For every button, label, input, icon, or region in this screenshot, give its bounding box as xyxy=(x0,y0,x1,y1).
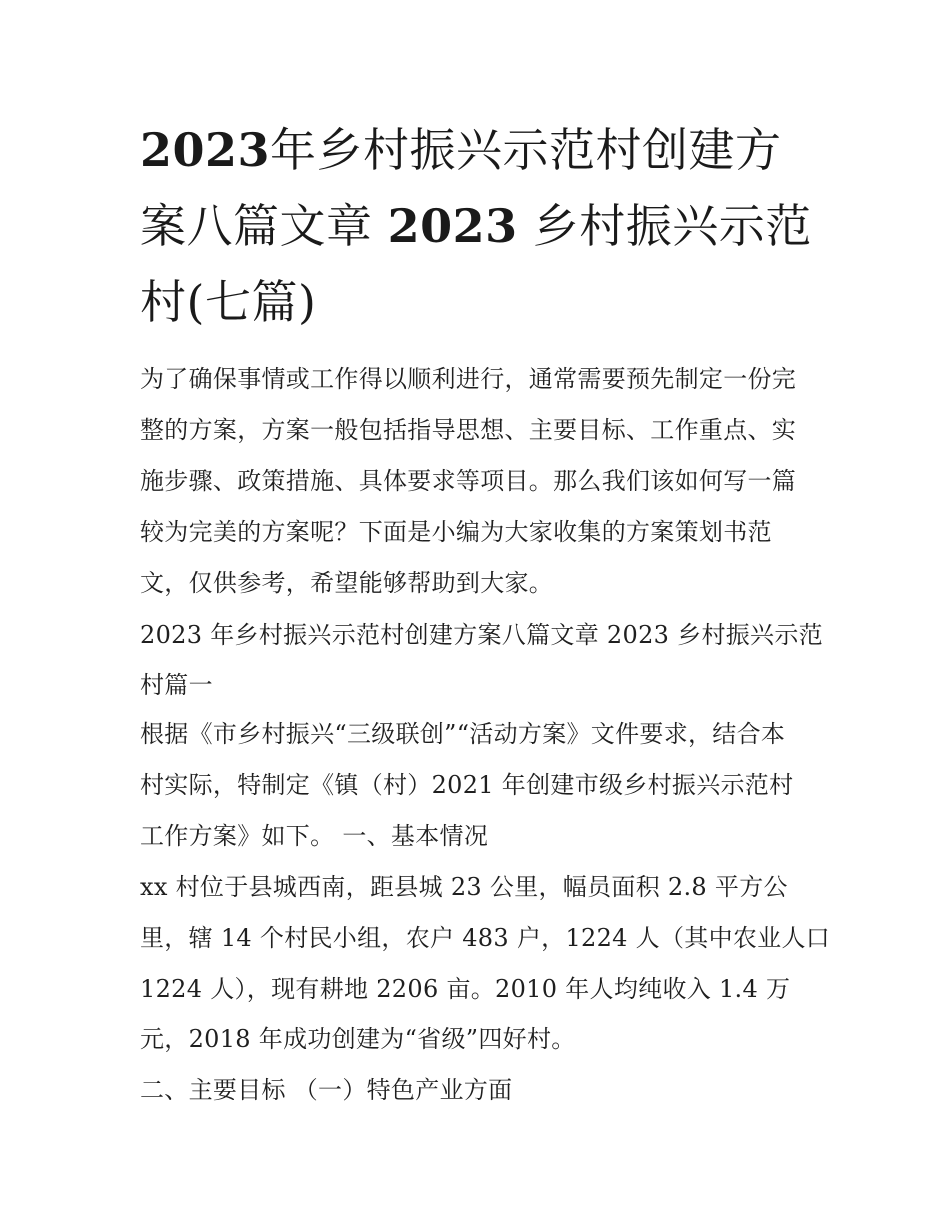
title-text-2: 乡村振兴示范村(七篇) xyxy=(140,199,812,329)
document-title xyxy=(140,112,820,340)
body-line-6: 根据《市乡村振兴“三级联创”“活动方案》文件要求，结合本 xyxy=(140,720,786,748)
body-line-2: 整的方案，方案一般包括指导思想、主要目标、工作重点、实 xyxy=(140,416,797,444)
body-line-7: 村实际，特制定《镇（村）2021 年创建市级乡村振兴示范村 xyxy=(140,771,794,799)
body-line-10: 里，辖 14 个村民小组，农户 483 户，1224 人（其中农业人口 xyxy=(140,924,831,952)
body-line-8: 工作方案》如下。 一、基本情况 xyxy=(140,822,489,850)
body-line-5: 文，仅供参考，希望能够帮助到大家。 xyxy=(140,569,554,597)
title-year-2: 2023 xyxy=(387,199,518,253)
body-line-3: 施步骤、政策措施、具体要求等项目。那么我们该如何写一篇 xyxy=(140,467,797,495)
title-year-1: 2023 xyxy=(140,123,271,177)
body-line-9: xx 村位于县城西南，距县城 23 公里，幅员面积 2.8 平方公 xyxy=(140,873,788,901)
body-line-1: 为了确保事情或工作得以顺利进行，通常需要预先制定一份完 xyxy=(140,365,797,393)
body-line-11: 1224 人），现有耕地 2206 亩。2010 年人均纯收入 1.4 万 xyxy=(140,975,791,1003)
body-line-12: 元，2018 年成功创建为“省级”四好村。 xyxy=(140,1025,576,1053)
body-line-4: 较为完美的方案呢？下面是小编为大家收集的方案策划书范 xyxy=(140,518,772,546)
section-heading-line-1: 2023 年乡村振兴示范村创建方案八篇文章 2023 乡村振兴示范 xyxy=(140,621,823,649)
section-heading-line-2: 村篇一 xyxy=(140,671,213,699)
body-line-13: 二、主要目标 （一）特色产业方面 xyxy=(140,1076,513,1104)
title-text-1: 年乡村振兴示范村创建方案八篇文章 xyxy=(140,123,782,253)
